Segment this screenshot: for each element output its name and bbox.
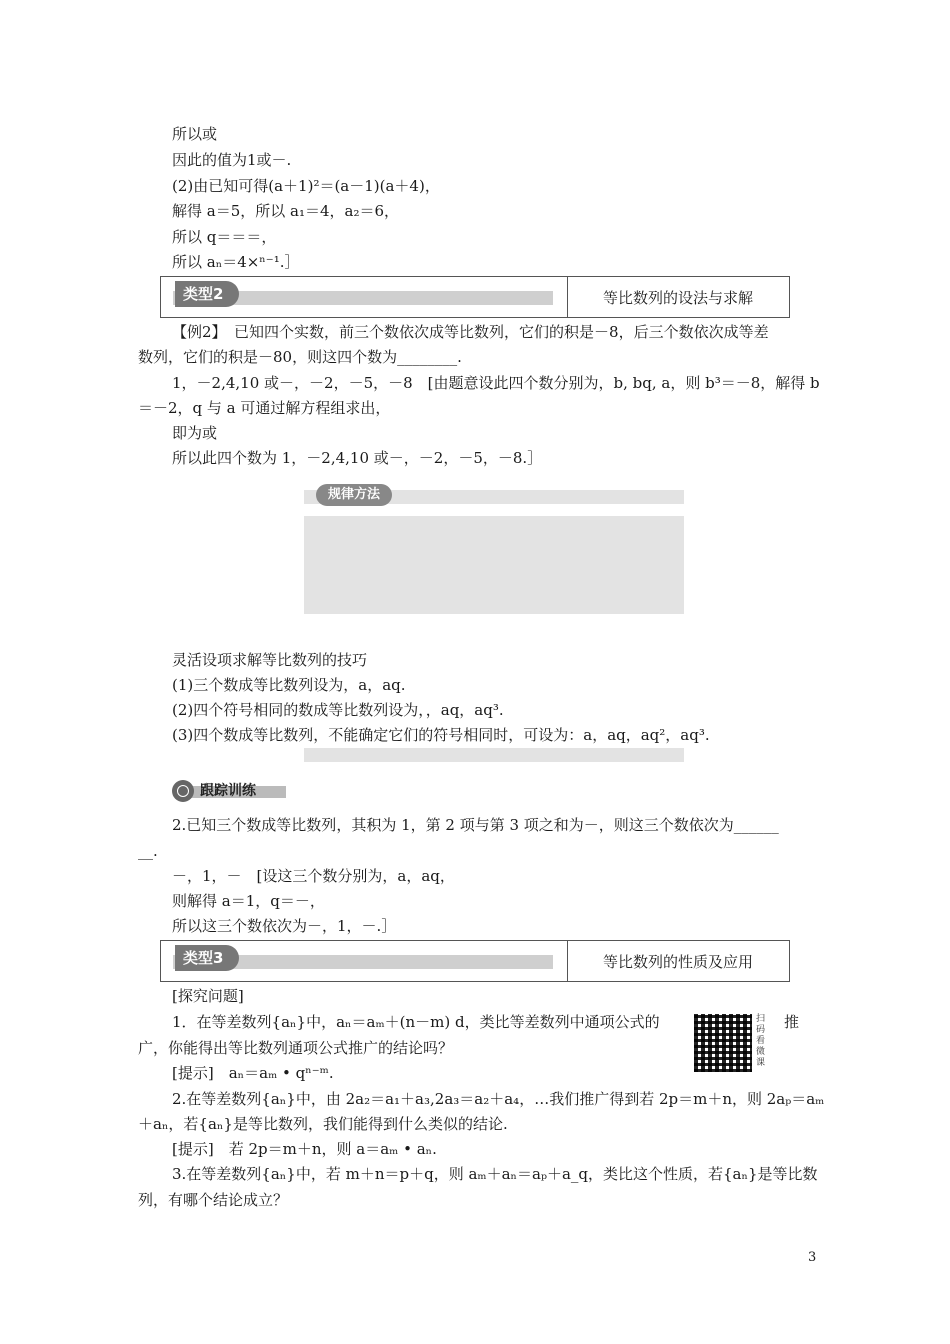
explore-line: 3.在等差数列{aₙ}中，若 m＋n＝p＋q，则 aₘ＋aₙ＝aₚ＋a_q，类比这个性质，若{aₙ}是等比数 bbox=[172, 1165, 818, 1183]
section-banner-type2 bbox=[160, 276, 790, 318]
track-line: __. bbox=[138, 842, 158, 860]
banner-tag: 类型3 bbox=[175, 945, 239, 971]
qr-code-icon[interactable] bbox=[694, 1014, 752, 1072]
text-line: 所以 aₙ＝4×ⁿ⁻¹.］ bbox=[172, 253, 300, 271]
track-title: 跟踪训练 bbox=[200, 783, 256, 799]
explore-line: 推 bbox=[784, 1013, 800, 1031]
banner-tag: 类型2 bbox=[175, 281, 239, 307]
method-line: (3)四个数成等比数列，不能确定它们的符号相同时，可设为：a，aq，aq²，aq³. bbox=[172, 726, 710, 744]
explore-line: 列，有哪个结论成立？ bbox=[138, 1191, 289, 1209]
track-header bbox=[172, 780, 286, 802]
qr-label: 扫码看微课 bbox=[756, 1014, 766, 1068]
track-line: －，1，－ [设这三个数分别为，a，aq， bbox=[172, 867, 455, 885]
example-line: 1，－2,4,10 或－，－2，－5，－8 [由题意设此四个数分别为，b, bq, a，则 b³＝－8，解得 b bbox=[172, 374, 820, 392]
example-line: 所以此四个数为 1，－2,4,10 或－，－2，－5，－8.］ bbox=[172, 449, 543, 467]
example-line: ＝－2，q 与 a 可通过解方程组求出， bbox=[138, 399, 391, 417]
text-line: 所以 q＝＝＝， bbox=[172, 228, 277, 246]
text-line: 解得 a＝5，所以 a₁＝4，a₂＝6， bbox=[172, 202, 400, 220]
method-line: 灵活设项求解等比数列的技巧 bbox=[172, 651, 368, 669]
explore-line: 1．在等差数列{aₙ}中，aₙ＝aₘ＋(n－m) d，类比等差数列中通项公式的 bbox=[172, 1013, 660, 1031]
method-line: (1)三个数成等比数列设为，a，aq. bbox=[172, 676, 406, 694]
example-line: 数列，它们的积是－80，则这四个数为________. bbox=[138, 348, 462, 366]
banner-title: 等比数列的设法与求解 bbox=[602, 289, 753, 307]
explore-line: ＋aₙ，若{aₙ}是等比数列，我们能得到什么类似的结论. bbox=[138, 1115, 508, 1133]
text-line: 所以或 bbox=[172, 125, 218, 143]
method-line: (2)四个符号相同的数成等比数列设为，，aq，aq³. bbox=[172, 701, 504, 719]
explore-line: 2.在等差数列{aₙ}中，由 2a₂＝a₁＋a₃,2a₃＝a₂＋a₄，…我们推广得到若 2p＝m＋n，则 2aₚ＝aₘ bbox=[172, 1090, 825, 1108]
example-line: 即为或 bbox=[172, 424, 218, 442]
target-icon bbox=[172, 780, 194, 802]
explore-head: [探究问题] bbox=[172, 987, 244, 1005]
text-line: 因此的值为1或－. bbox=[172, 151, 292, 169]
method-footer-bar bbox=[304, 748, 684, 762]
method-tag: 规律方法 bbox=[316, 484, 392, 506]
hint-line: [提示] 若 2p＝m＋n，则 a＝aₘ • aₙ. bbox=[172, 1140, 437, 1158]
track-line: 所以这三个数依次为－，1，－.］ bbox=[172, 917, 397, 935]
track-line: 2.已知三个数成等比数列，其积为 1，第 2 项与第 3 项之和为－，则这三个数依次为______ bbox=[172, 816, 779, 834]
explore-line: 广，你能得出等比数列通项公式推广的结论吗？ bbox=[138, 1039, 454, 1057]
banner-title: 等比数列的性质及应用 bbox=[602, 953, 753, 971]
page-number: 3 bbox=[808, 1250, 817, 1265]
section-banner-type3 bbox=[160, 940, 790, 982]
example-line: 【例2】 已知四个实数，前三个数依次成等比数列，它们的积是－8，后三个数依次成等差 bbox=[172, 323, 769, 341]
method-box bbox=[304, 516, 684, 614]
track-line: 则解得 a＝1，q＝－， bbox=[172, 892, 325, 910]
text-line: (2)由已知可得(a＋1)²＝(a－1)(a＋4)， bbox=[172, 177, 440, 195]
hint-line: [提示] aₙ＝aₘ • qⁿ⁻ᵐ. bbox=[172, 1064, 334, 1082]
